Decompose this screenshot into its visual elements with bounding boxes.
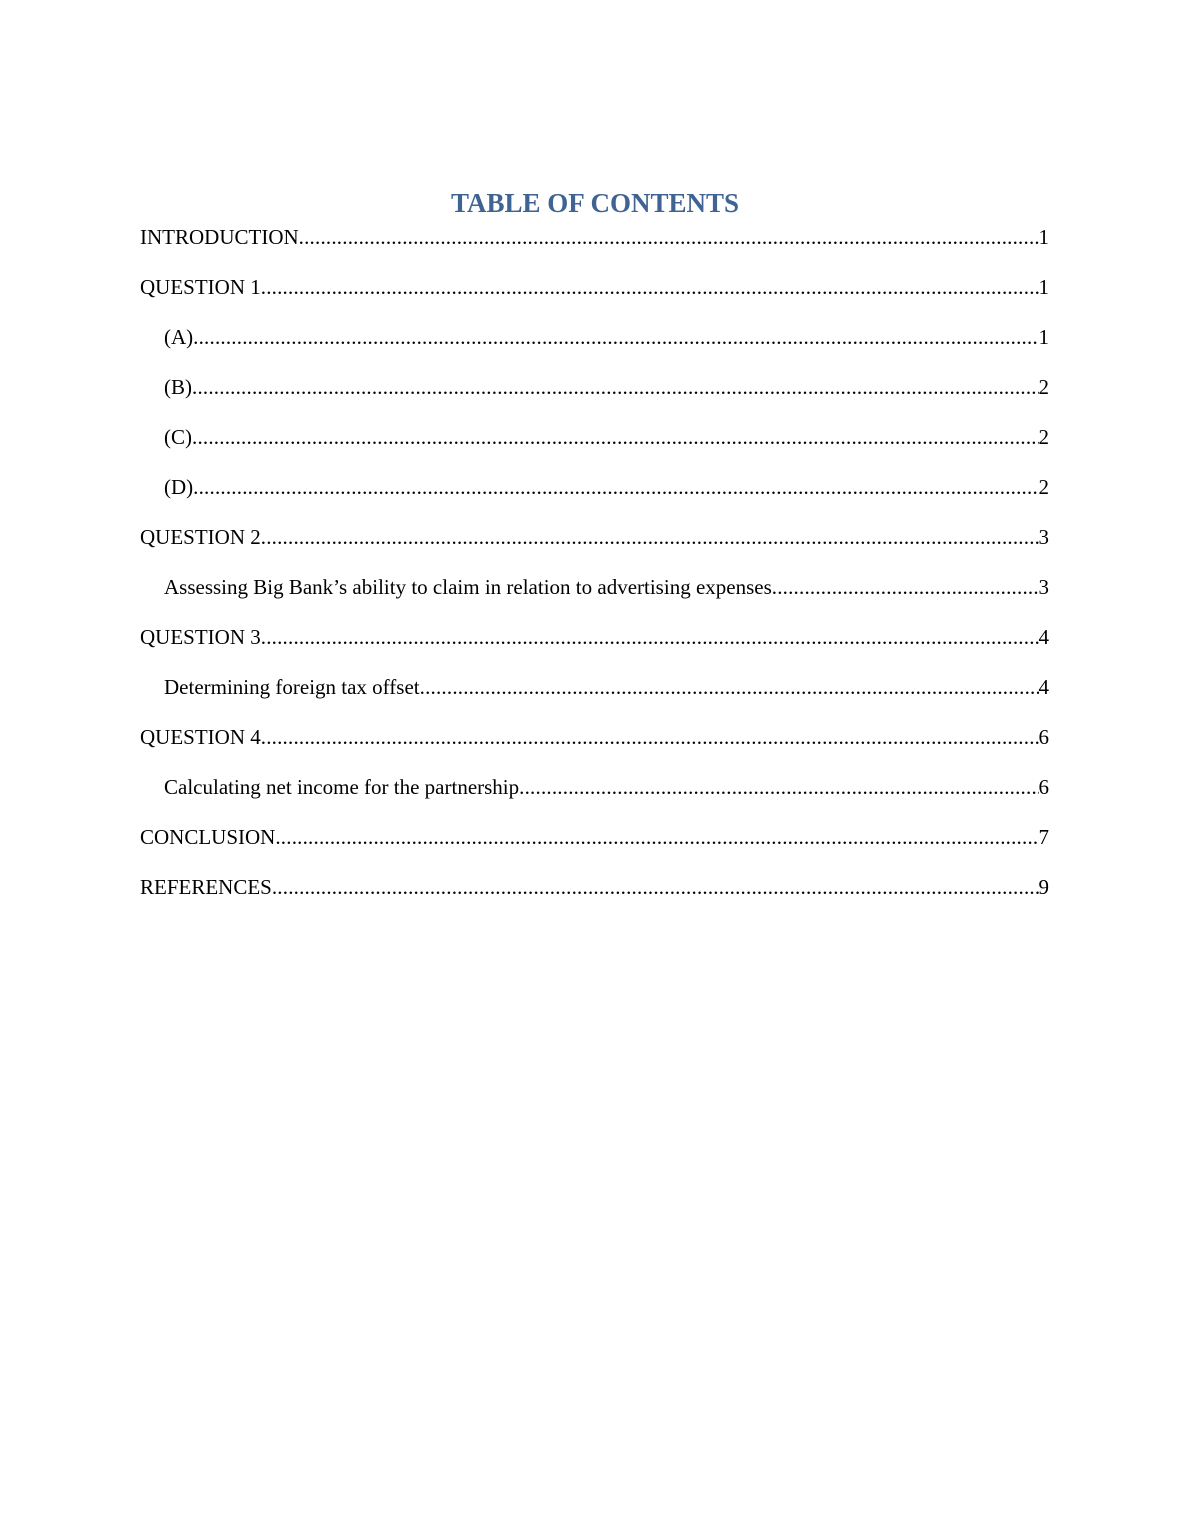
toc-entry-page-number: 1 bbox=[1038, 325, 1049, 349]
toc-entry-question-1-c[interactable] bbox=[140, 421, 1049, 471]
toc-entry-advertising-expenses[interactable] bbox=[140, 571, 1049, 621]
toc-entry-introduction[interactable] bbox=[140, 221, 1049, 271]
toc-entry-page-number: 9 bbox=[1038, 875, 1049, 899]
toc-dot-leader bbox=[772, 571, 1039, 603]
toc-entry-label: INTRODUCTION bbox=[140, 225, 299, 249]
toc-dot-leader bbox=[261, 271, 1039, 303]
toc-entry-label: QUESTION 2 bbox=[140, 525, 261, 549]
toc-entry-question-4[interactable] bbox=[140, 721, 1049, 771]
toc-entry-label: QUESTION 1 bbox=[140, 275, 261, 299]
toc-entry-label: (A) bbox=[164, 325, 194, 349]
toc-entry-question-1[interactable] bbox=[140, 271, 1049, 321]
toc-entry-page-number: 2 bbox=[1038, 375, 1049, 399]
toc-entry-page-number: 7 bbox=[1038, 825, 1049, 849]
toc-entry-label: Calculating net income for the partnership bbox=[164, 775, 520, 799]
toc-title: TABLE OF CONTENTS bbox=[450, 188, 740, 218]
toc-dot-leader bbox=[519, 771, 1038, 803]
toc-entry-page-number: 3 bbox=[1038, 575, 1049, 599]
toc-entry-references[interactable] bbox=[140, 871, 1049, 921]
toc-dot-leader bbox=[192, 371, 1039, 403]
toc-entry-label: CONCLUSION bbox=[140, 825, 276, 849]
toc-dot-leader bbox=[192, 421, 1039, 453]
toc-dot-leader bbox=[299, 221, 1039, 253]
toc-entry-page-number: 3 bbox=[1038, 525, 1049, 549]
toc-dot-leader bbox=[272, 871, 1039, 903]
toc-entry-page-number: 4 bbox=[1038, 625, 1049, 649]
toc-entry-label: (B) bbox=[164, 375, 192, 399]
toc-entry-net-income-partnership[interactable] bbox=[140, 771, 1049, 821]
toc-entry-page-number: 2 bbox=[1038, 425, 1049, 449]
toc-dot-leader bbox=[261, 521, 1039, 553]
toc-entry-label: (C) bbox=[164, 425, 192, 449]
toc-dot-leader bbox=[193, 321, 1038, 353]
toc-dot-leader bbox=[420, 671, 1039, 703]
toc-entry-page-number: 6 bbox=[1038, 725, 1049, 749]
toc-entry-question-1-a[interactable] bbox=[140, 321, 1049, 371]
toc-entry-page-number: 4 bbox=[1038, 675, 1049, 699]
toc-dot-leader bbox=[193, 471, 1038, 503]
toc-entry-label: Assessing Big Bank’s ability to claim in relation to advertising expenses bbox=[164, 575, 772, 599]
toc-entry-label: QUESTION 4 bbox=[140, 725, 261, 749]
toc-entry-question-3[interactable] bbox=[140, 621, 1049, 671]
toc-dot-leader bbox=[275, 821, 1038, 853]
toc-entry-conclusion[interactable] bbox=[140, 821, 1049, 871]
toc-entry-page-number: 2 bbox=[1038, 475, 1049, 499]
toc-entry-label: Determining foreign tax offset bbox=[164, 675, 420, 699]
toc-entry-question-1-b[interactable] bbox=[140, 371, 1049, 421]
toc-list bbox=[140, 221, 1049, 921]
toc-entry-label: REFERENCES bbox=[140, 875, 272, 899]
toc-entry-page-number: 1 bbox=[1038, 225, 1049, 249]
toc-entry-label: QUESTION 3 bbox=[140, 625, 261, 649]
toc-entry-question-1-d[interactable] bbox=[140, 471, 1049, 521]
toc-dot-leader bbox=[261, 721, 1039, 753]
toc-entry-label: (D) bbox=[164, 475, 194, 499]
toc-entry-question-2[interactable] bbox=[140, 521, 1049, 571]
toc-entry-foreign-tax-offset[interactable] bbox=[140, 671, 1049, 721]
toc-dot-leader bbox=[261, 621, 1039, 653]
toc-entry-page-number: 6 bbox=[1038, 775, 1049, 799]
toc-entry-page-number: 1 bbox=[1038, 275, 1049, 299]
